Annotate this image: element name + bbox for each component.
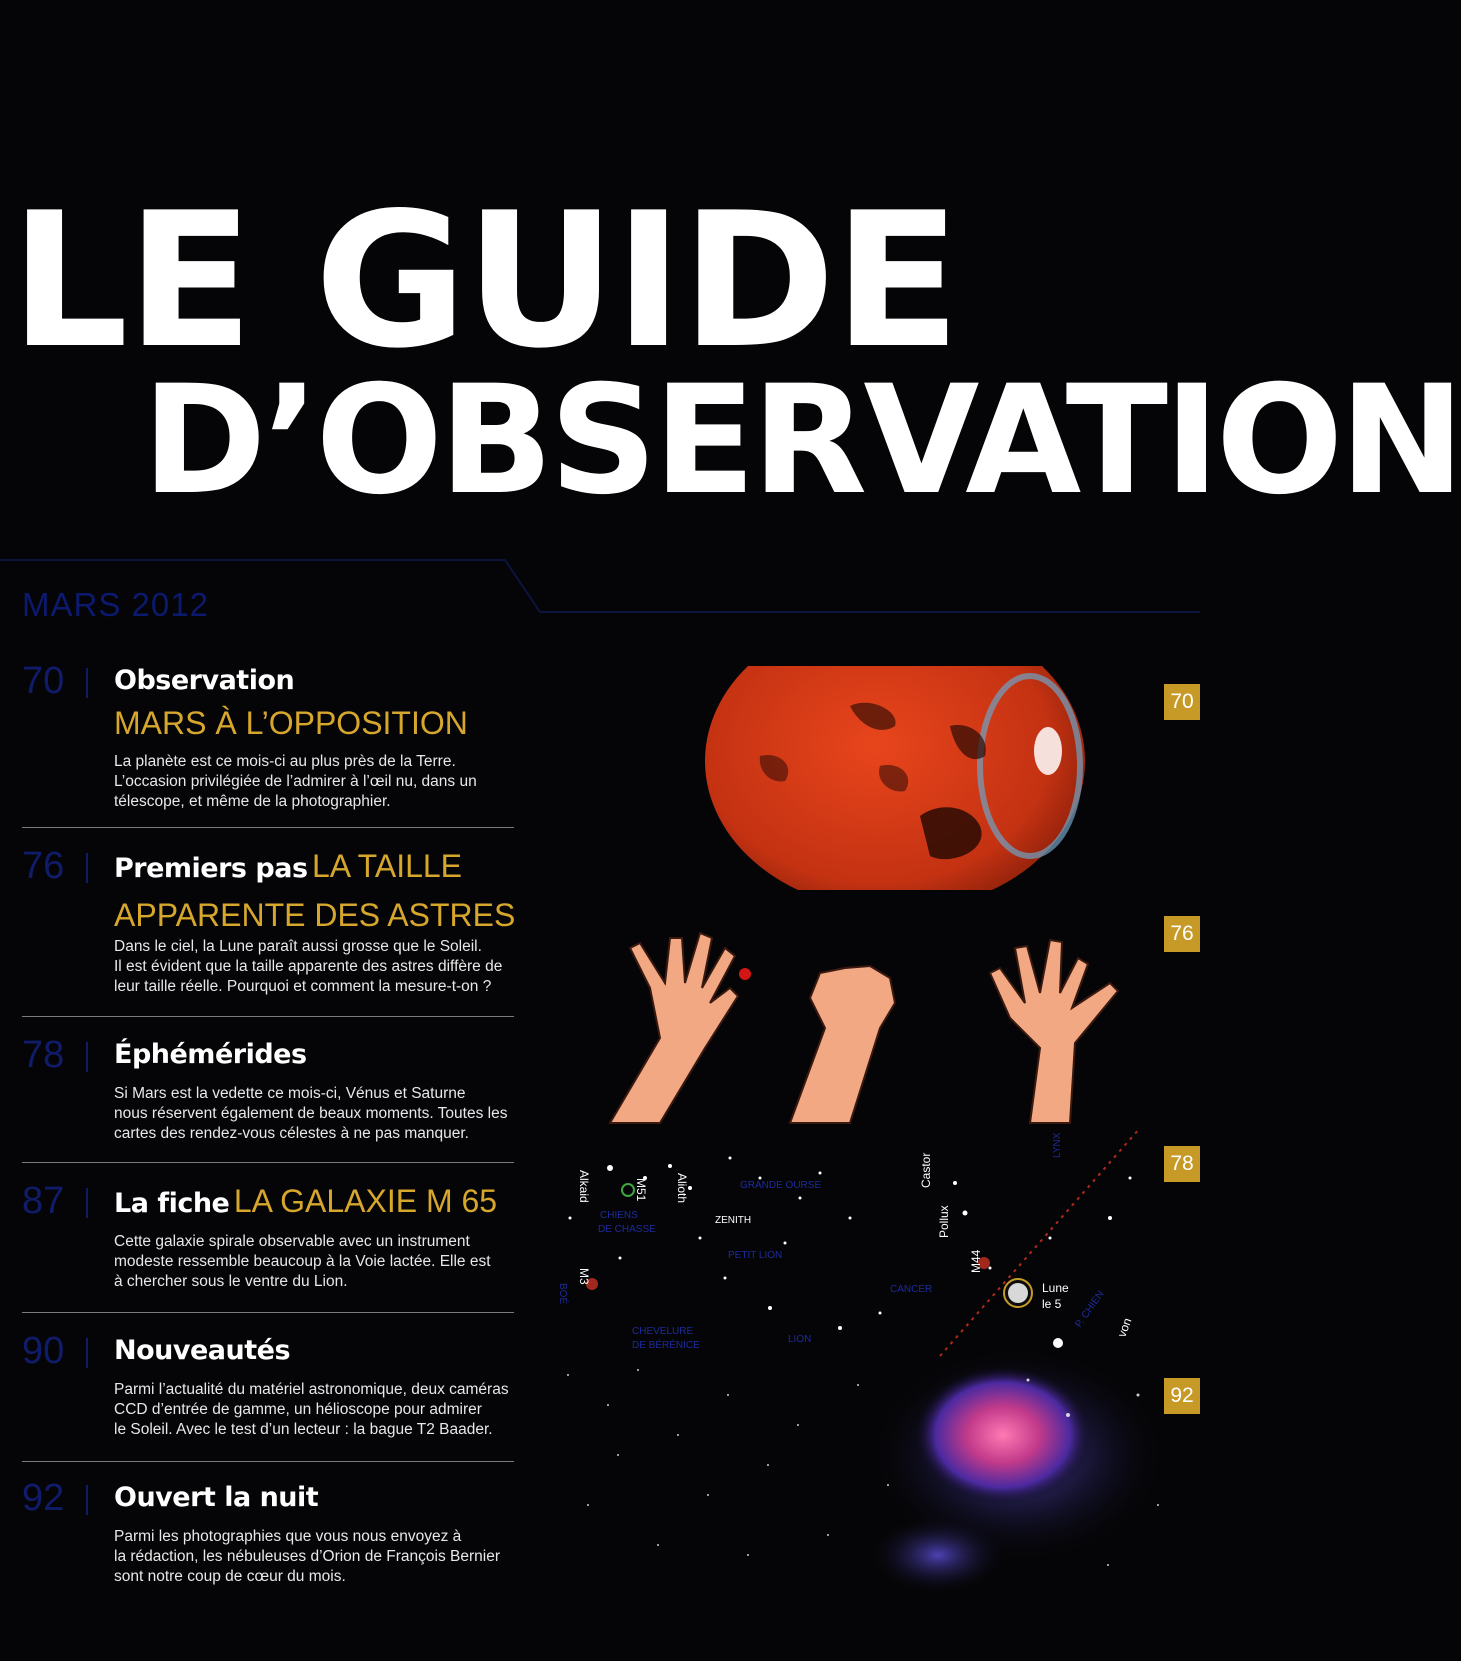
desc-line: sont notre coup de cœur du mois. — [114, 1568, 346, 1585]
star-label: Castor — [919, 1152, 933, 1188]
section-description — [114, 1380, 534, 1440]
constellation-label: CHEVELURE — [632, 1326, 694, 1337]
section-heading — [114, 1180, 534, 1229]
section-description — [114, 1232, 534, 1292]
section-kind: La fiche — [114, 1188, 230, 1219]
desc-line: la rédaction, les nébuleuses d’Orion de François Bernier — [114, 1548, 500, 1565]
section-kind: Ouvert la nuit — [114, 1482, 319, 1513]
issue-month: MARS 2012 — [22, 586, 209, 623]
constellation-label: DE BÉRÉNICE — [632, 1340, 700, 1351]
sun-marker-icon — [739, 968, 751, 980]
constellation-label: DE CHASSE — [598, 1224, 656, 1235]
desc-line: L’occasion privilégiée de l’admirer à l’œil nu, dans un — [114, 773, 477, 790]
star-label: Pollux — [937, 1205, 951, 1238]
page-tab-78[interactable]: 78 — [1164, 1146, 1200, 1182]
desc-line: nous réservent également de beaux moments. Toutes les — [114, 1105, 508, 1122]
title-line-2: D’OBSERVATION — [142, 354, 1461, 528]
desc-line: Cette galaxie spirale observable avec un instrument — [114, 1233, 470, 1250]
constellation-label: GRANDE OURSE — [740, 1180, 822, 1191]
page-number: 78 — [22, 1034, 65, 1076]
section-heading — [114, 660, 534, 744]
galaxy-marker-icon — [622, 1184, 634, 1196]
object-label: M3 — [577, 1268, 591, 1285]
constellation-label: PETIT LION — [728, 1250, 783, 1261]
section-description — [114, 937, 534, 997]
section-heading — [114, 845, 534, 943]
divider-bar — [86, 1042, 88, 1072]
desc-line: télescope, et même de la photographier. — [114, 793, 391, 810]
section-kind: Observation — [114, 665, 295, 696]
page-number: 92 — [22, 1477, 65, 1519]
star-label: Alioth — [675, 1173, 689, 1204]
desc-line: Parmi les photographies que vous nous envoyez à — [114, 1528, 462, 1545]
page-number: 90 — [22, 1330, 65, 1372]
desc-line: cartes des rendez-vous célestes à ne pas manquer. — [114, 1125, 469, 1142]
moon-date-label: le 5 — [1042, 1297, 1062, 1311]
star-label: von — [1114, 1316, 1135, 1340]
desc-line: leur taille réelle. Pourquoi et comment la mesure-t-on ? — [114, 978, 492, 995]
object-label: M51 — [634, 1178, 648, 1202]
desc-line: modeste ressemble beaucoup à la Voie lactée. Elle est — [114, 1253, 491, 1270]
page-tab-76[interactable]: 76 — [1164, 916, 1200, 952]
star-label: Alkaid — [577, 1170, 591, 1203]
constellation-label: BOÉ — [557, 1283, 568, 1305]
section-rule — [22, 1016, 514, 1017]
hands-measurement-illustration — [590, 928, 1150, 1123]
desc-line: à chercher sous le ventre du Lion. — [114, 1273, 348, 1290]
object-label: M44 — [969, 1249, 983, 1273]
star-chart-image — [550, 1128, 1160, 1351]
divider-bar — [86, 1485, 88, 1515]
title-line-1: LE GUIDE — [10, 172, 959, 389]
section-description — [114, 1527, 534, 1587]
section-rule — [22, 827, 514, 828]
constellation-label: P. CHIEN — [1073, 1288, 1107, 1330]
page-tab-92[interactable]: 92 — [1164, 1378, 1200, 1414]
divider-bar — [86, 853, 88, 883]
constellation-label: CANCER — [890, 1284, 933, 1295]
desc-line: Il est évident que la taille apparente des astres diffère de — [114, 958, 503, 975]
desc-line: le Soleil. Avec le test d’un lecteur : la bague T2 Baader. — [114, 1421, 493, 1438]
section-feature: MARS À L’OPPOSITION — [114, 705, 468, 741]
desc-line: Dans le ciel, la Lune paraît aussi grosse que le Soleil. — [114, 938, 482, 955]
desc-line: Parmi l’actualité du matériel astronomique, deux caméras — [114, 1381, 509, 1398]
section-feature: LA GALAXIE M 65 — [233, 1183, 498, 1219]
section-description — [114, 752, 534, 812]
section-rule — [22, 1312, 514, 1313]
page-number: 87 — [22, 1180, 65, 1222]
section-description — [114, 1084, 534, 1144]
constellation-label: LION — [788, 1334, 812, 1345]
section-rule — [22, 1461, 514, 1462]
section-heading — [114, 1477, 534, 1519]
section-kind: Premiers pas — [114, 853, 308, 884]
orion-nebula-image — [548, 1355, 1188, 1585]
constellation-label: CHIENS — [600, 1210, 638, 1221]
constellation-label: LYNX — [1052, 1132, 1063, 1158]
desc-line: CCD d’entrée de gamme, un hélioscope pour admirer — [114, 1401, 482, 1418]
desc-line: La planète est ce mois-ci au plus près de la Terre. — [114, 753, 456, 770]
page-number: 76 — [22, 845, 65, 887]
divider-bar — [86, 1338, 88, 1368]
section-kind: Nouveautés — [114, 1335, 291, 1366]
page-number: 70 — [22, 660, 65, 702]
section-heading — [114, 1330, 534, 1372]
section-heading — [114, 1034, 534, 1076]
divider-bar — [86, 668, 88, 698]
mars-planet-image — [700, 666, 1090, 890]
desc-line: Si Mars est la vedette ce mois-ci, Vénus et Saturne — [114, 1085, 466, 1102]
section-rule — [22, 1162, 514, 1163]
section-kind: Éphémérides — [114, 1039, 307, 1070]
page-tab-70[interactable]: 70 — [1164, 684, 1200, 720]
divider-bar — [86, 1188, 88, 1218]
section-feature: LA TAILLE APPARENTE DES ASTRES — [114, 848, 516, 933]
moon-label: Lune — [1042, 1281, 1069, 1295]
zenith-label: ZENITH — [715, 1215, 752, 1226]
